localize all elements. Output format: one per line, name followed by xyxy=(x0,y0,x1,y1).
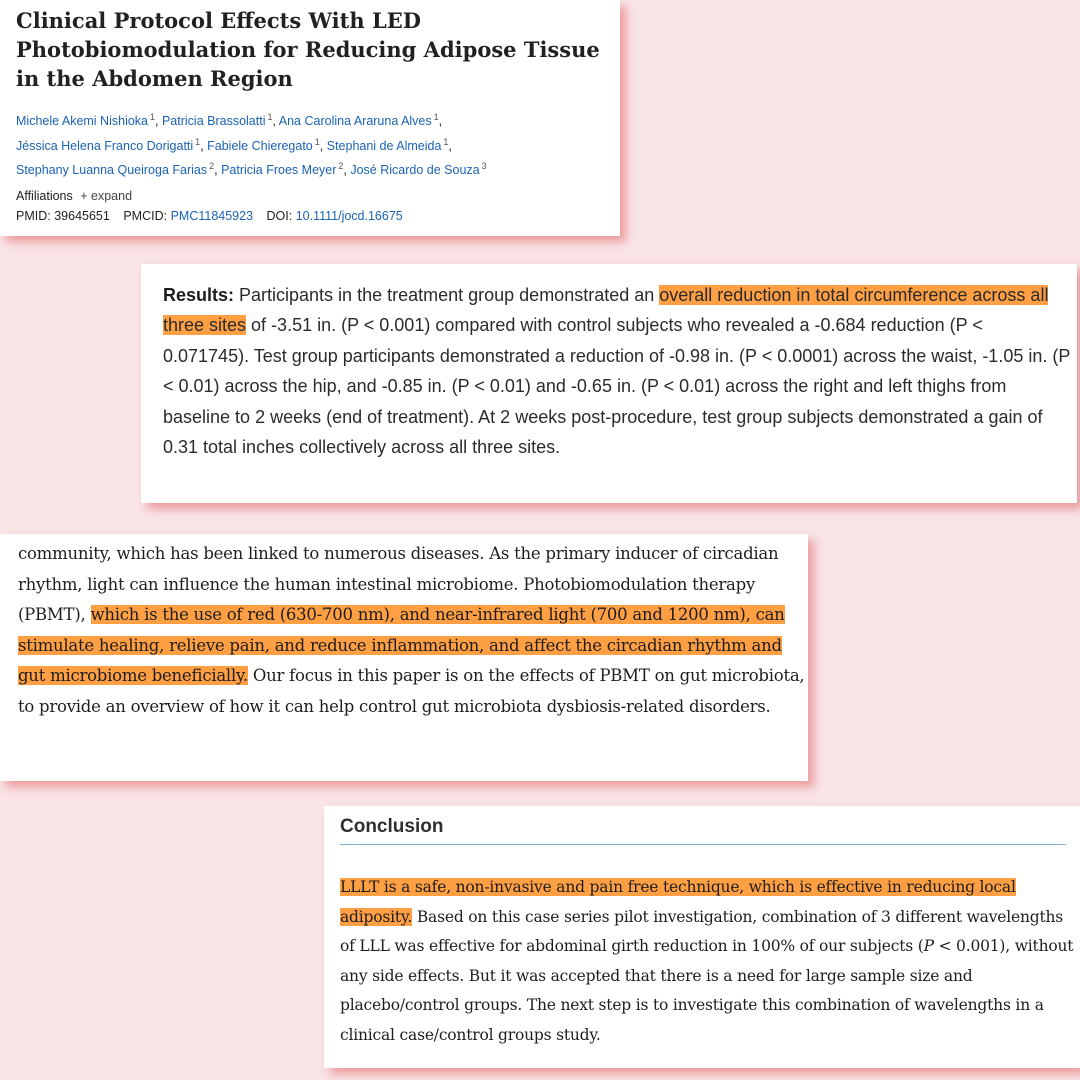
affiliation-number: 3 xyxy=(481,161,487,172)
author-link[interactable] xyxy=(162,114,273,128)
article-header-card xyxy=(0,0,620,236)
author-link[interactable] xyxy=(16,114,155,128)
results-excerpt-card xyxy=(141,264,1077,503)
author-link[interactable] xyxy=(207,136,320,153)
author-line: Jéssica Helena Franco Dorigatti $^1$, Fabiele Chieregato $^1$, Stephani de Almeida $^1$, xyxy=(16,136,452,153)
affiliations-label: Affiliations xyxy=(16,188,73,203)
author-line: Stephany Luanna Queiroga Farias $^2$, Patricia Froes Meyer $^2$, José Ricardo de Souza $^3$ xyxy=(16,161,487,178)
doi-label: DOI: xyxy=(266,208,293,223)
pmid-value: 39645651 xyxy=(54,208,110,223)
results-highlight: overall reduction in total circumference across all three sites xyxy=(163,285,1049,336)
pbmt-highlight: which is the use of red (630-700 nm), and near-infrared light (700 and 1200 nm), can stimulate healing, relieve pain, and reduce inflammation, and affect the circadian rhythm and gut microbiome beneficially. xyxy=(18,605,785,686)
results-text-before: Participants in the treatment group demonstrated an xyxy=(234,285,660,305)
doi-link[interactable]: 10.1111/jocd.16675 xyxy=(295,208,403,223)
author-name[interactable]: Michele Akemi Nishioka xyxy=(16,114,148,129)
pbmt-excerpt-card xyxy=(0,534,808,781)
author-list xyxy=(16,107,620,181)
pbmt-text-before: community, which has been linked to numerous diseases. As the primary inducer of circadian rhythm, light can influence the human intestinal microbiome. Photobiomodulation therapy (PBMT), xyxy=(18,544,779,625)
conclusion-text-end: < 0.001), without any side effects. But it was accepted that there is a need for large sample size and placebo/control groups. The next step is to investigate this combination of wavelengths in a clinical case/control groups study. xyxy=(340,937,1074,1044)
affiliation-number: 2 xyxy=(209,161,215,172)
conclusion-excerpt-card xyxy=(324,806,1080,1068)
author-name[interactable]: Ana Carolina Araruna Alves xyxy=(278,114,432,129)
affiliation-number: 1 xyxy=(150,112,156,122)
conclusion-paragraph xyxy=(340,873,1075,1050)
author-link[interactable] xyxy=(16,163,214,177)
pmcid-link[interactable]: PMC11845923 xyxy=(170,208,254,223)
author-name[interactable]: José Ricardo de Souza xyxy=(350,163,480,178)
author-name[interactable]: Stephany Luanna Queiroga Farias xyxy=(16,163,208,178)
author-name[interactable]: Patricia Froes Meyer xyxy=(221,163,337,178)
affiliation-number: 1 xyxy=(443,136,449,147)
author-name[interactable]: Patricia Brassolatti xyxy=(161,114,266,129)
author-link[interactable] xyxy=(221,163,343,177)
affiliation-number: 1 xyxy=(433,112,439,122)
pmcid-label: PMCID: xyxy=(123,208,168,223)
author-name[interactable]: Jéssica Helena Franco Dorigatti xyxy=(16,138,194,153)
author-name[interactable]: Stephani de Almeida xyxy=(326,138,442,153)
affiliations-expand-toggle[interactable]: + expand xyxy=(80,188,133,203)
affiliation-number: 1 xyxy=(314,136,320,147)
affiliations-row xyxy=(16,189,620,203)
pbmt-text-after: Our focus in this paper is on the effects of PBMT on gut microbiota, to provide an overview of how it can help control gut microbiota dysbiosis-related disorders. xyxy=(18,666,805,716)
results-paragraph xyxy=(163,280,1073,462)
affiliation-number: 2 xyxy=(338,161,344,172)
affiliation-number: 1 xyxy=(195,136,201,147)
conclusion-heading: Conclusion xyxy=(340,816,1066,845)
results-label: Results: xyxy=(163,285,235,305)
pbmt-paragraph xyxy=(18,539,808,723)
p-value-symbol: P xyxy=(923,937,934,955)
article-title: Clinical Protocol Effects With LED Photobiomodulation for Reducing Adipose Tissue in the Abdomen Region xyxy=(16,8,600,91)
affiliation-number: 1 xyxy=(267,112,273,122)
pmid-label: PMID: xyxy=(16,208,51,223)
identifiers-row xyxy=(16,209,620,223)
author-link[interactable] xyxy=(16,136,201,153)
conclusion-text-after: Based on this case series pilot investigation, combination of 3 different wavelengths of LLL was effective for abdominal girth reduction in 100% of our subjects ( xyxy=(340,907,1064,955)
author-link[interactable] xyxy=(279,114,439,128)
results-text-after: of -3.51 in. (P < 0.001) compared with control subjects who revealed a -0.684 reduction (P < 0.071745). Test group participants demonstrated a reduction of -0.98 in. (P < 0.0001) across the waist, -1.05 in. (P < 0.01) across the hip, and -0.85 in. (P < 0.01) and -0.65 in. (P < 0.01) across the right and left thighs from baseline to 2 weeks (end of treatment). At 2 weeks post-procedure, test group subjects demonstrated a gain of 0.31 total inches collectively across all three sites. xyxy=(163,315,1071,458)
author-line: Michele Akemi Nishioka $^1$, Patricia Brassolatti $^1$, Ana Carolina Araruna Alves $^1$, xyxy=(16,112,443,129)
conclusion-highlight: LLLT is a safe, non-invasive and pain free technique, which is effective in reducing local adiposity. xyxy=(340,878,1016,926)
author-name[interactable]: Fabiele Chieregato xyxy=(207,138,313,153)
author-link[interactable] xyxy=(326,136,449,153)
author-link[interactable] xyxy=(350,163,486,177)
